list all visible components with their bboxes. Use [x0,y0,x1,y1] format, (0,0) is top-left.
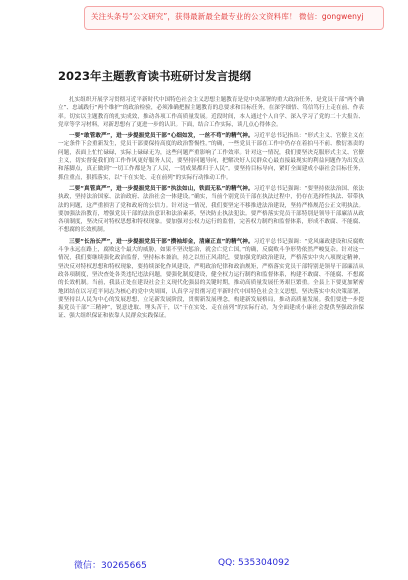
paragraph-point-1 [58,132,364,182]
footer-wechat: 微信：30265665 [74,561,147,571]
document-title: 2023年主题教育读书班研讨发言提纲 [58,69,252,83]
footer-qq: QQ: 535304092 [218,558,290,568]
paragraph-lead: 一要“敢管敢严”，进一步提振党员干部“心细如发，一丝不苟”的精气神。 [69,133,254,140]
paragraph-lead: 三要“长治长严”，进一步提振党员干部“攒袖却金，清廉正直”的精气神。 [69,238,254,245]
top-banner [0,0,408,40]
paragraph-text: 扎实组织开展学习贯彻习近平新时代中国特色社会主义思想主题教育是党中央部署的重大政治任务，是党员干部“两个确立”、忠诚践行“两个维护”的政治检验，必须准确把握主题教育的总要求和目标任务，在深学细悟、笃信笃行上走在前、作表率。切实以主题教育的扎实成效，推动各项工作高质量发展。近段时间，本人通过个人自学、深入学习了党的二十大报告、党章等学习材料，对新思想有了更进一步的认识。下面，结合工作实际，谈几点心得体会。 [58,97,364,128]
contact-footer [0,552,408,576]
paragraph-text: 习近平总书记指出：“形式主义、官僚主义在一定条件下会重新发生，党员干部要保持高度的政治警惕性。”的确，一些党员干部在工作中仍存在着拍马不前、敷衍塞责的问题，表面上忙忙碌碌，实际上碌碌无为，这些问题严重影响了工作效率。针对这一情况，我们要坚决克服形式主义、官僚主义，切实督促我们的工作作风更好服务人民，要坚持问题导向，把解决好人民群众心最直接最现实的利益问题作为出发点和落脚点，真正做到“一切工作都是为了人民，一切成果都归于人民”。要坚持目标导向，紧盯全面建成小康社会目标任务，抓住重点，狠抓落实，以“干在实处、走在前列”的实际行动推动工作。 [58,133,364,181]
paragraph-text: 习近平总书记强调：“党风廉政建设和反腐败斗争永远在路上，腐败这个最大的威胁，如果不坚决惩治，就会亡党亡国。”的确，反腐败斗争形势依然严峻复杂。针对这一情况，我们要继续强化政治监督，坚持标本兼治，持之以恒正风肃纪，要加强党的政治建设，严格落实中央八项规定精神，坚决反对特权思想和特权现象，要持续深化作风建设，严明政治纪律和政治规矩，严格落实党员干部特别是领导干部廉洁从政各项制度，坚决查处各类违纪违法问题，要强化制度建设，健全权力运行制约和监督体系，构建不敢腐、不能腐、不想腐的长效机制。当前，我县正处在建设社会主义现代化强县的关键时期，推动高质量发展任务艰巨繁重。全县上下要更加紧密地团结在以习近平同志为核心的党中央周围，认真学习贯彻习近平新时代中国特色社会主义思想，坚决落实中央决策部署，要坚持以人民为中心的发展思想，立足新发展阶段，贯彻新发展理念，构建新发展格局，推动高质量发展。我们要进一步提振党员干部“三精神”，锐意进取、埋头苦干，以“干在实处、走在前列”的实际行动，为全面建成小康社会提供坚强政治保证、强大组织保证和依靠人民群众实践保证。 [58,238,364,320]
promo-banner-text: 关注头条号“公文研究”，获得最新最全最专业的公文资料库！ 微信：gongwenyj [91,12,364,21]
paragraph-text: 习近平总书记强调：“要坚持依法治国、依法执政，坚持法治国家、法治政府、法治社会一体建设。”确实，当前个别党员干部在执法过程中，仍存在选择性执法、带带执法的问题，这严重损害了党和政府的公信力。针对这一情况，我们要坚定不移推进法治建设，坚持严格规范公正文明执法。要加强法治教育，增强党员干部的法治意识和法治素养，坚决防止执法犯法。要严格落实党员干部特别是领导干部廉洁从政各项制度，坚决反对特权思想和特权现象。要加强对公权力运行的监督，完善权力制约和监督体系，形成不敢腐、不能腐、不想腐的长效机制。 [58,185,364,234]
paragraph-lead: 二要“真管真严”，进一步提振党员干部“执法如山，铁面无私”的精气神。 [69,185,254,192]
promo-banner-box [84,6,384,30]
document-body [58,96,364,544]
document-page [58,52,364,548]
paragraph-point-2 [58,185,364,235]
paragraph-intro [58,96,364,129]
paragraph-point-3 [58,238,364,321]
